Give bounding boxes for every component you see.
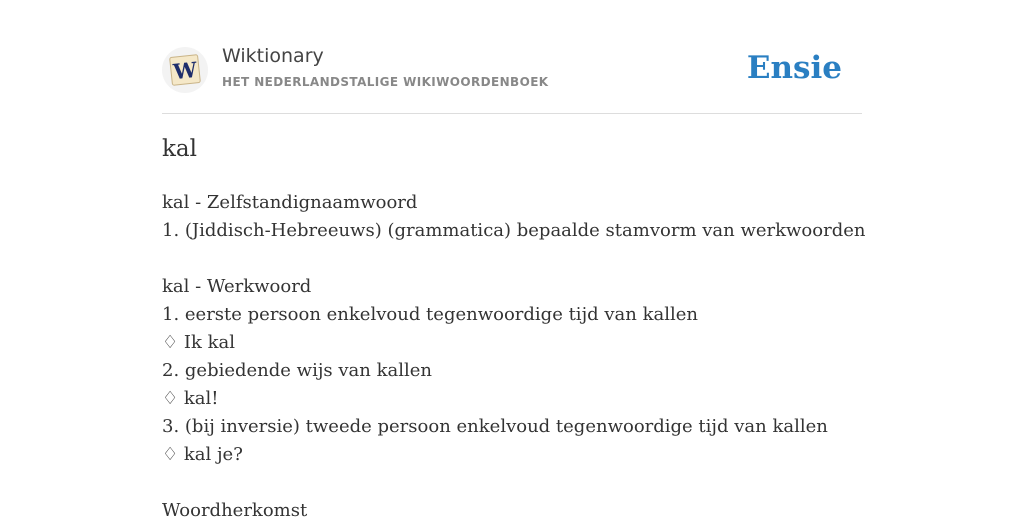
page-title: kal	[162, 136, 198, 162]
wiktionary-tile-icon	[168, 53, 202, 87]
section-heading-verb: kal - Werkwoord	[162, 276, 312, 297]
entry-body	[162, 189, 865, 525]
spacer	[162, 469, 865, 497]
definition-line: 1. (Jiddisch-Hebreeuws) (grammatica) bepaalde stamvorm van werkwoorden	[162, 220, 866, 241]
site-header	[162, 0, 862, 114]
definition-line: 2. gebiedende wijs van kallen	[162, 360, 432, 381]
spacer	[162, 245, 865, 273]
definition-line: 1. eerste persoon enkelvoud tegenwoordige tijd van kallen	[162, 304, 699, 325]
site-subtitle: HET NEDERLANDSTALIGE WIKIWOORDENBOEK	[222, 75, 549, 89]
example-line: ♢ kal je?	[162, 444, 243, 465]
example-line: ♢ kal!	[162, 388, 219, 409]
site-title[interactable]: Wiktionary	[222, 45, 324, 67]
section-heading-noun: kal - Zelfstandignaamwoord	[162, 192, 418, 213]
example-line: ♢ Ik kal	[162, 332, 235, 353]
section-heading-etymology: Woordherkomst	[162, 500, 308, 521]
svg-text:W: W	[172, 56, 199, 85]
definition-line: 3. (bij inversie) tweede persoon enkelvoud tegenwoordige tijd van kallen	[162, 416, 828, 437]
page-container	[162, 0, 866, 521]
wiktionary-logo[interactable]	[162, 47, 208, 93]
ensie-brand-logo[interactable]: Ensie	[746, 50, 842, 86]
